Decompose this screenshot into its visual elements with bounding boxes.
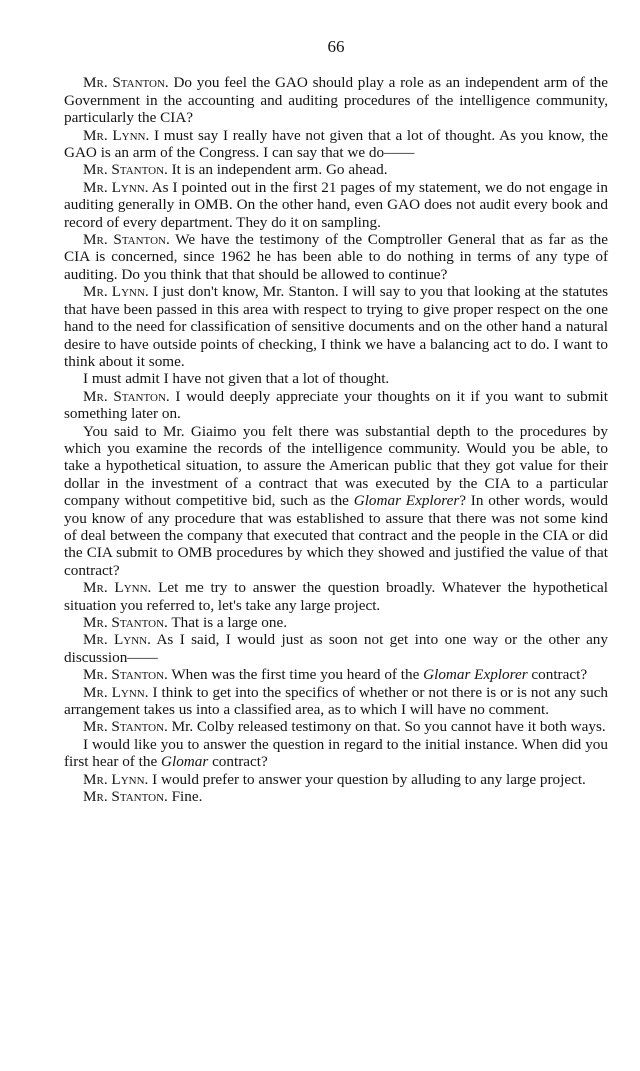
paragraph — [64, 718, 608, 735]
document-page — [64, 38, 608, 805]
paragraph — [64, 161, 608, 178]
paragraph-text: I just don't know, Mr. Stanton. I will say to you that looking at the statutes that have been passed in this area with respect to trying to give proper respect on the one hand to the need for classification of sensitive documents and on the other hand a natural desire to have outside points of checking, I think we have a balancing act to do. I want to think about it some. — [64, 283, 608, 370]
paragraph — [64, 684, 608, 719]
paragraph — [64, 127, 608, 162]
paragraph-text: You said to Mr. Giaimo you felt there was substantial depth to the procedures by which you examine the records of the intelligence community. Would you be able, to take a hypothetical situation, to assure the American public that they got value for their dollar in the investment of a contract that was executed by the CIA to a particular company without competitive bid, such as the — [64, 422, 608, 510]
paragraph-text: I would prefer to answer your question by alluding to any large project. — [152, 770, 586, 788]
paragraph-text: I would like you to answer the question in regard to the initial instance. When did you first hear of the — [64, 735, 608, 771]
paragraph-text: contract? — [527, 666, 588, 684]
paragraph — [64, 283, 608, 370]
page-number: 66 — [327, 37, 345, 56]
paragraph-text: That is a large one. — [171, 614, 288, 631]
vessel-name: Glomar Explorer — [423, 666, 528, 684]
paragraph-text: Fine. — [171, 788, 203, 806]
paragraph-text: As I pointed out in the first 21 pages of my statement, we do not engage in auditing generally in OMB. On the other hand, even GAO does not audit every book and record of every department. They do it on sampling. — [64, 178, 608, 231]
paragraph-text: Mr. Colby released testimony on that. So you cannot have it both ways. — [171, 718, 606, 736]
paragraph — [64, 614, 608, 631]
paragraph — [64, 423, 608, 580]
paragraph — [64, 666, 608, 683]
paragraph — [64, 736, 608, 771]
paragraph-text: Do you feel the GAO should play a role as an independent arm of the Government in the accounting and auditing procedures of the intelligence community, particularly the CIA? — [64, 74, 609, 127]
speaker-name: Mr. Lynn. — [83, 579, 152, 597]
vessel-name: Glomar Explorer — [353, 492, 460, 510]
paragraph-text: It is an independent arm. Go ahead. — [171, 161, 388, 179]
paragraph — [64, 788, 608, 805]
paragraph-text: I must say I really have not given that a lot of thought. As you know, the GAO is an arm of the Congress. I can say that we do—— — [64, 126, 608, 162]
paragraph-text: contract? — [208, 753, 268, 771]
speaker-name: Mr. Stanton. — [83, 231, 170, 249]
paragraph — [64, 231, 608, 283]
speaker-name: Mr. Lynn. — [83, 770, 149, 788]
paragraph-text: I would deeply appreciate your thoughts on it if you want to submit something later on. — [64, 387, 608, 423]
paragraph-text: I think to get into the specifics of whether or not there is or is not any such arrangement takes us into a classified area, as to which I will have no comment. — [64, 683, 609, 719]
paragraph — [64, 74, 608, 126]
speaker-name: Mr. Stanton. — [83, 387, 170, 405]
paragraph — [64, 370, 608, 387]
speaker-name: Mr. Stanton. — [83, 788, 168, 806]
paragraph — [64, 388, 608, 423]
paragraph-text: As I said, I would just as soon not get into one way or the other any discussion—— — [64, 631, 608, 666]
speaker-name: Mr. Lynn. — [83, 631, 151, 649]
paragraph-text: We have the testimony of the Comptroller General that as far as the CIA is concerned, since 1962 he has been able to do nothing in terms of any type of auditing. Do you think that that should be allowed to continue? — [64, 231, 608, 283]
paragraph — [64, 771, 608, 788]
speaker-name: Mr. Stanton. — [83, 614, 168, 631]
vessel-name: Glomar — [161, 753, 209, 771]
paragraph — [64, 579, 608, 614]
speaker-name: Mr. Stanton. — [83, 161, 168, 179]
paragraph — [64, 631, 608, 666]
speaker-name: Mr. Lynn. — [83, 178, 149, 196]
speaker-name: Mr. Stanton. — [83, 666, 168, 684]
speaker-name: Mr. Stanton. — [83, 74, 169, 92]
speaker-name: Mr. Lynn. — [83, 126, 150, 144]
speaker-name: Mr. Lynn. — [83, 683, 149, 701]
paragraph-text: Let me try to answer the question broadly. Whatever the hypothetical situation you referred to, let's take any large project. — [64, 579, 608, 614]
paragraph-text: I must admit I have not given that a lot of thought. — [83, 370, 390, 388]
speaker-name: Mr. Lynn. — [83, 283, 149, 301]
paragraph-text: When was the first time you heard of the — [171, 666, 424, 684]
paragraph — [64, 179, 608, 231]
paragraph-text: ? In other words, would you know of any procedure that was established to assure that there was not some kind of deal between the company that executed that contract and the people in the CIA or did the CIA submit to OMB procedures by which they showed and justified the value of that contract? — [64, 492, 608, 579]
speaker-name: Mr. Stanton. — [83, 718, 168, 736]
